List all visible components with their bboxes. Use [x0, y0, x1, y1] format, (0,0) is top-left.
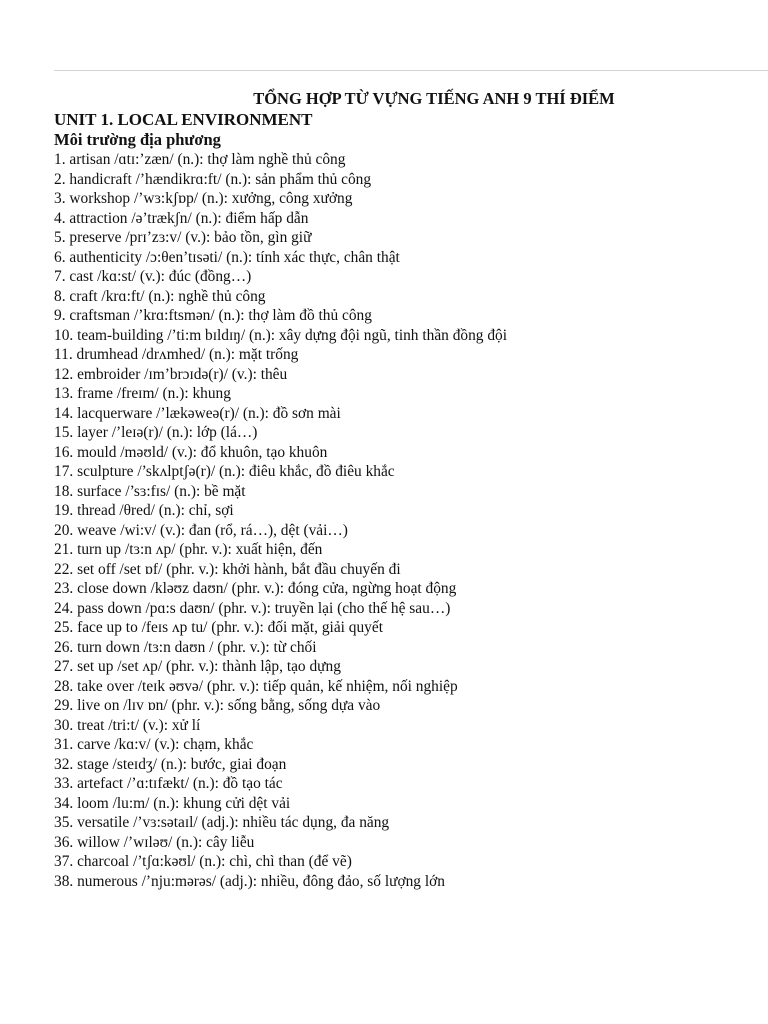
vocabulary-item: 11. drumhead /drʌmhed/ (n.): mặt trống — [54, 346, 299, 363]
vocabulary-list — [54, 150, 754, 891]
vocabulary-item: 26. turn down /tɜ:n daʊn / (phr. v.): từ chối — [54, 638, 317, 656]
vocabulary-item: 27. set up /set ʌp/ (phr. v.): thành lập, tạo dựng — [54, 658, 341, 675]
vocabulary-item: 17. sculpture /’skʌlptʃə(r)/ (n.): điêu khắc, đồ điêu khắc — [54, 463, 395, 480]
vocabulary-item: 15. layer /’leɪə(r)/ (n.): lớp (lá…) — [54, 424, 258, 441]
vocabulary-item: 37. charcoal /’tʃɑ:kəʊl/ (n.): chì, chì than (để vẽ) — [54, 853, 352, 870]
vocabulary-item: 4. attraction /ə’trækʃn/ (n.): điểm hấp dẫn — [54, 209, 309, 227]
document-title: TỔNG HỢP TỪ VỰNG TIẾNG ANH 9 THÍ ĐIỂM — [253, 89, 615, 108]
vocabulary-item: 7. cast /kɑ:st/ (v.): đúc (đồng…) — [54, 268, 252, 285]
vocabulary-item: 21. turn up /tɜ:n ʌp/ (phr. v.): xuất hiện, đến — [54, 541, 323, 558]
vocabulary-item: 3. workshop /’wɜ:kʃɒp/ (n.): xưởng, công xưởng — [54, 190, 353, 207]
vocabulary-item: 19. thread /θred/ (n.): chỉ, sợi — [54, 502, 234, 519]
vocabulary-item: 22. set off /set ɒf/ (phr. v.): khởi hành, bắt đầu chuyến đi — [54, 560, 401, 578]
vocabulary-item: 36. willow /’wɪləʊ/ (n.): cây liễu — [54, 833, 255, 851]
vocabulary-item: 18. surface /’sɜ:fɪs/ (n.): bề mặt — [54, 482, 246, 500]
vocabulary-item: 10. team-building /’ti:m bɪldɪŋ/ (n.): xây dựng đội ngũ, tinh thần đồng đội — [54, 326, 507, 344]
vocabulary-item: 12. embroider /ɪm’brɔɪdə(r)/ (v.): thêu — [54, 365, 288, 383]
vocabulary-item: 31. carve /kɑ:v/ (v.): chạm, khắc — [54, 736, 254, 753]
vocabulary-item: 9. craftsman /’krɑ:ftsmən/ (n.): thợ làm đồ thủ công — [54, 307, 372, 324]
vocabulary-item: 30. treat /tri:t/ (v.): xử lí — [54, 716, 201, 734]
vocabulary-item: 13. frame /freɪm/ (n.): khung — [54, 385, 231, 402]
vocabulary-item: 5. preserve /prɪ’zɜ:v/ (v.): bảo tồn, gìn giữ — [54, 229, 312, 246]
vocabulary-item: 33. artefact /’ɑ:tɪfækt/ (n.): đồ tạo tác — [54, 775, 283, 792]
vocabulary-item: 25. face up to /feɪs ʌp tu/ (phr. v.): đối mặt, giải quyết — [54, 619, 383, 636]
vocabulary-item: 14. lacquerware /’lækəweə(r)/ (n.): đồ sơn mài — [54, 404, 341, 422]
vocabulary-item: 23. close down /kləʊz daʊn/ (phr. v.): đóng cửa, ngừng hoạt động — [54, 580, 457, 597]
document-page — [54, 88, 754, 891]
vocabulary-item: 1. artisan /ɑtɪ:’zæn/ (n.): thợ làm nghề thủ công — [54, 151, 346, 168]
vocabulary-item: 16. mould /məʊld/ (v.): đổ khuôn, tạo khuôn — [54, 443, 328, 461]
vocabulary-item: 34. loom /lu:m/ (n.): khung cửi dệt vải — [54, 794, 291, 812]
unit-title: UNIT 1. LOCAL ENVIRONMENT — [54, 110, 313, 129]
vocabulary-item: 2. handicraft /’hændikrɑ:ft/ (n.): sản phẩm thủ công — [54, 170, 372, 188]
vocabulary-item: 28. take over /teɪk əʊvə/ (phr. v.): tiếp quản, kế nhiệm, nối nghiệp — [54, 677, 458, 695]
vocabulary-item: 29. live on /lɪv ɒn/ (phr. v.): sống bằng, sống dựa vào — [54, 697, 381, 714]
vocabulary-item: 38. numerous /’nju:mərəs/ (adj.): nhiều, đông đảo, số lượng lớn — [54, 872, 445, 890]
vocabulary-item: 8. craft /krɑ:ft/ (n.): nghề thủ công — [54, 287, 266, 305]
vocabulary-item: 35. versatile /’vɜ:sətaɪl/ (adj.): nhiều tác dụng, đa năng — [54, 814, 390, 831]
top-divider — [54, 70, 768, 71]
vocabulary-item: 32. stage /steɪdʒ/ (n.): bước, giai đoạn — [54, 755, 287, 773]
vocabulary-item: 24. pass down /pɑ:s daʊn/ (phr. v.): truyền lại (cho thế hệ sau…) — [54, 599, 451, 617]
unit-subtitle: Môi trường địa phương — [54, 130, 221, 149]
vocabulary-item: 6. authenticity /ɔ:θen’tɪsəti/ (n.): tính xác thực, chân thật — [54, 248, 400, 266]
vocabulary-item: 20. weave /wi:v/ (v.): đan (rổ, rá…), dệt (vải…) — [54, 521, 348, 539]
